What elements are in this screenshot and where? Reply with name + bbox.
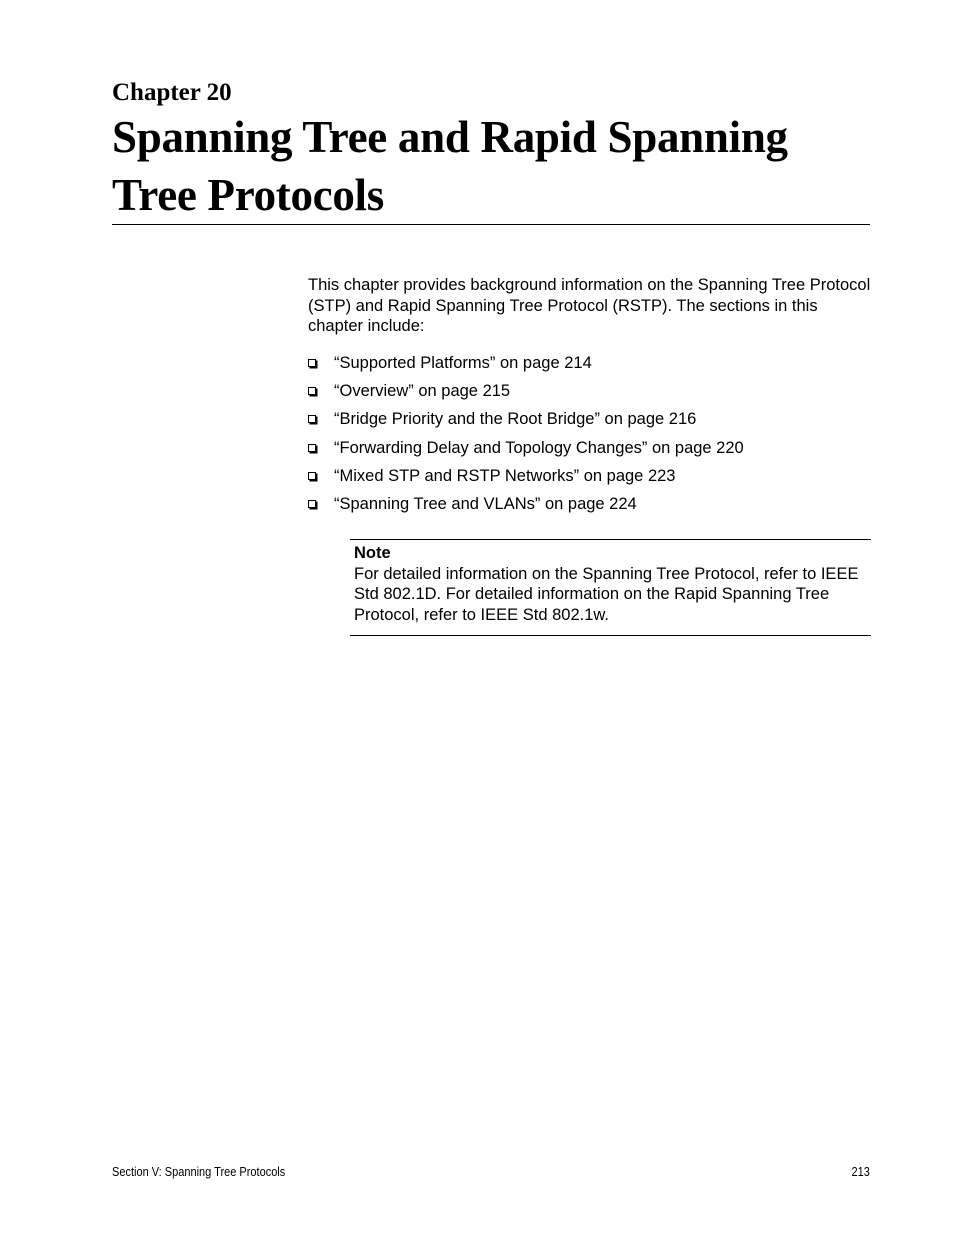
title-divider: [112, 224, 870, 225]
checkbox-bullet-icon: [308, 444, 316, 452]
footer-page-number: 213: [851, 1165, 870, 1179]
section-link[interactable]: “Overview” on page 215: [334, 382, 511, 401]
section-link[interactable]: “Mixed STP and RSTP Networks” on page 223: [334, 466, 676, 485]
chapter-label: Chapter 20: [112, 79, 232, 106]
checkbox-bullet-icon: [308, 415, 316, 423]
list-item[interactable]: [308, 465, 873, 493]
checkbox-bullet-icon: [308, 500, 316, 508]
list-item[interactable]: [308, 493, 873, 521]
page-title: Spanning Tree and Rapid Spanning Tree Protocols: [112, 112, 788, 220]
list-item[interactable]: [308, 408, 873, 436]
section-link[interactable]: “Spanning Tree and VLANs” on page 224: [334, 494, 637, 513]
list-item[interactable]: [308, 380, 873, 408]
checkbox-bullet-icon: [308, 387, 316, 395]
section-list: [308, 352, 873, 521]
note-text: For detailed information on the Spanning Tree Protocol, refer to IEEE Std 802.1D. For detailed information on the Rapid Spanning Tree Protocol, refer to IEEE Std 802.1w.: [354, 564, 859, 624]
checkbox-bullet-icon: [308, 472, 316, 480]
section-link[interactable]: “Bridge Priority and the Root Bridge” on page 216: [334, 410, 697, 429]
list-item[interactable]: [308, 352, 873, 380]
section-link[interactable]: “Supported Platforms” on page 214: [334, 354, 592, 372]
checkbox-bullet-icon: [308, 359, 316, 367]
footer-section-title: Section V: Spanning Tree Protocols: [112, 1165, 286, 1179]
note-heading: Note: [354, 544, 391, 562]
note-box: [350, 539, 871, 636]
intro-paragraph: This chapter provides background information on the Spanning Tree Protocol (STP) and Rapid Spanning Tree Protocol (RSTP). The sections in this chapter include:: [308, 276, 871, 335]
list-item[interactable]: [308, 437, 873, 465]
section-link[interactable]: “Forwarding Delay and Topology Changes” on page 220: [334, 438, 744, 457]
